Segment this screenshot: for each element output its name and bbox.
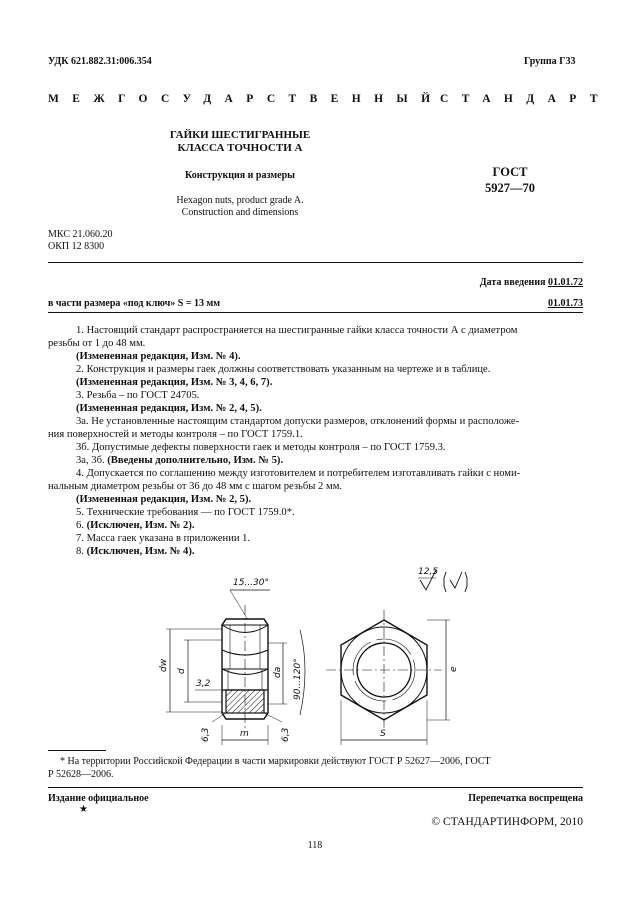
dim-63-right-label: 6,3 <box>281 727 291 742</box>
angle-top-label: 15...30° <box>233 578 269 588</box>
s-label: S <box>380 729 386 739</box>
para-5: 5. Технические требования — по ГОСТ 1759.0*. <box>76 507 295 518</box>
intro-date-label: Дата введения <box>479 277 546 288</box>
copyright: © СТАНДАРТИНФОРМ, 2010 <box>431 816 583 828</box>
da-label: da <box>273 666 283 678</box>
d-label: d <box>177 668 187 674</box>
dim-32-label: 3,2 <box>196 679 211 689</box>
title-line-2: КЛАССА ТОЧНОСТИ А <box>177 142 303 154</box>
intro-date-value: 01.01.72 <box>548 277 583 288</box>
para-7: 7. Масса гаек указана в приложении 1. <box>76 533 251 544</box>
para-4c: (Измененная редакция, Изм. № 2, 5). <box>76 494 252 505</box>
footnote-line-1: * На территории Российской Федерации в части маркировки действуют ГОСТ Р 52627—2006, ГОСТ <box>60 756 491 767</box>
dw-label: dw <box>159 658 169 672</box>
para-1c: (Измененная редакция, Изм. № 4). <box>76 351 241 362</box>
para-4a: 4. Допускается по соглашению между изготовителем и потребителем изготавливать гайки с номи- <box>76 468 521 479</box>
para-1a: 1. Настоящий стандарт распространяется на шестигранные гайки класса точности А с диаметром <box>76 325 518 336</box>
para-3ba: 3б. Допустимые дефекты поверхности гаек и методы контроля – по ГОСТ 1759.3. <box>76 442 446 453</box>
para-2a: 2. Конструкция и размеры гаек должны соответствовать указанным на чертеже и в таблице. <box>76 364 491 375</box>
para-6-plain: 6. <box>76 520 87 531</box>
standard-label-left: МЕЖГОСУДАРСТВЕННЫЙ <box>48 93 444 105</box>
title-subtitle: Конструкция и размеры <box>185 170 295 181</box>
title-line-1: ГАЙКИ ШЕСТИГРАННЫЕ <box>169 129 311 141</box>
angle-side-label: 90...120° <box>293 658 303 700</box>
footnote <box>48 755 583 781</box>
side-view <box>166 590 305 745</box>
roughness-label: 12,5 <box>418 567 439 577</box>
gost-number: 5927—70 <box>485 181 535 195</box>
para-1b: резьбы от 1 до 48 мм. <box>48 338 146 349</box>
para-3a: 3. Резьба – по ГОСТ 24705. <box>76 390 200 401</box>
dim-63-left-label: 6,3 <box>201 727 211 742</box>
para-8-plain: 8. <box>76 546 87 557</box>
partial-date-value: 01.01.73 <box>548 298 583 309</box>
partial-date-label: в части размера «под ключ» S = 13 мм <box>48 298 221 309</box>
okp-code: ОКП 12 8300 <box>48 241 105 252</box>
standard-label-right: СТАНДАРТ <box>440 93 611 105</box>
title-en-line-2: Construction and dimensions <box>181 207 299 218</box>
edition-label: Издание официальное <box>48 793 149 804</box>
footnote-rule <box>48 750 106 751</box>
e-label: e <box>449 666 459 672</box>
para-3ab: ния поверхностей и методы контроля – по ГОСТ 1759.1. <box>48 429 303 440</box>
para-3b: (Измененная редакция, Изм. № 2, 4, 5). <box>76 403 262 414</box>
para-3c-plain: 3а, 3б. <box>76 455 108 466</box>
para-2b: (Измененная редакция, Изм. № 3, 4, 6, 7). <box>76 377 273 388</box>
udk-code: УДК 621.882.31:006.354 <box>48 56 152 67</box>
m-label: m <box>240 729 249 739</box>
para-4b: нальным диаметром резьбы от 36 до 48 мм с шагом резьбы 2 мм. <box>48 481 343 492</box>
page-number: 118 <box>307 840 323 851</box>
gost-label: ГОСТ <box>492 165 528 179</box>
star-mark: ★ <box>79 804 88 815</box>
para-8-bold: (Исключен, Изм. № 4). <box>86 546 195 557</box>
reprint-label: Перепечатка воспрещена <box>468 793 583 804</box>
para-6-bold: (Исключен, Изм. № 2). <box>86 520 195 531</box>
title-en-line-1: Hexagon nuts, product grade A. <box>176 195 304 206</box>
para-3c-bold: (Введены дополнительно, Изм. № 5). <box>107 455 284 466</box>
group-code: Группа Г33 <box>524 56 576 67</box>
para-3aa: 3а. Не установленные настоящим стандартом допуски размеров, отклонений формы и расположе- <box>76 416 520 427</box>
divider-bottom <box>48 787 583 788</box>
mks-code: МКС 21.060.20 <box>48 229 113 240</box>
footnote-line-2: Р 52628—2006. <box>48 769 114 780</box>
top-view <box>326 610 450 745</box>
